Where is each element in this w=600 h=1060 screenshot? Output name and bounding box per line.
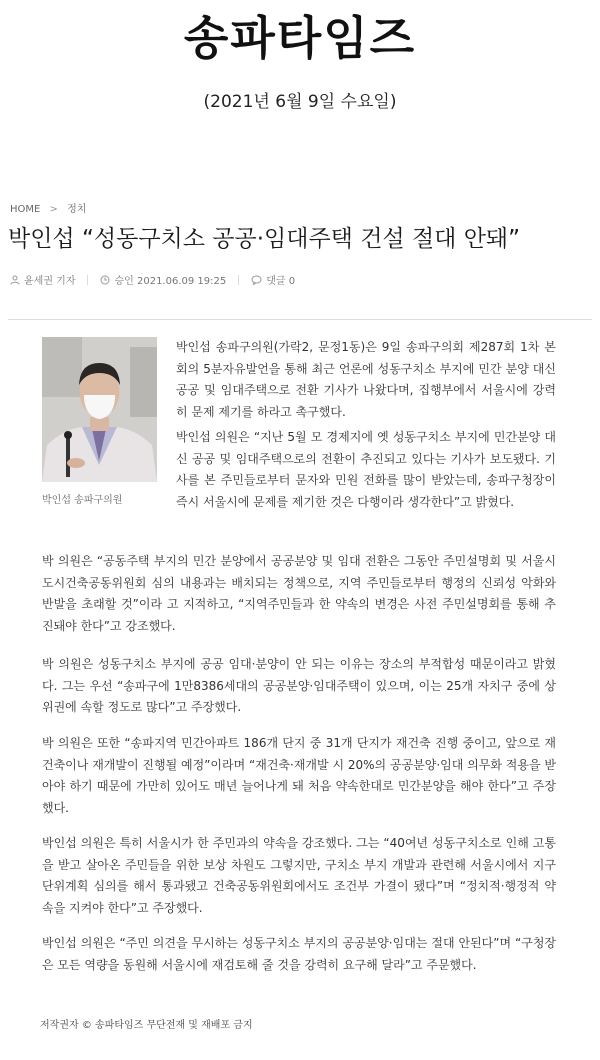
article-meta xyxy=(10,272,295,287)
author-name[interactable]: 윤세권 기자 xyxy=(24,276,76,287)
portrait-illustration xyxy=(42,337,157,482)
copyright-notice: 저작권자 © 송파타임즈 무단전재 및 재배포 금지 xyxy=(40,1020,253,1031)
approved-datetime: 승인 2021.06.09 19:25 xyxy=(114,276,227,287)
approved-info xyxy=(100,272,226,287)
comment-info xyxy=(251,272,295,287)
comment-count-link[interactable]: 댓글 0 xyxy=(266,276,296,287)
masthead xyxy=(0,8,600,114)
paragraph: 박 의원은 또한 “송파지역 민간아파트 186개 단지 중 31개 단지가 재건축 진행 중이고, 앞으로 재건축이나 재개발이 진행될 예정”이라며 “재건축·재개발 시 20%의 공공분양·임대 의무화 적용을 받아야 하기 때문에 가만히 있어도 매년 늘어나게 돼 처음 약속한대로 민간분양을 해야 한다”고 주장했다. xyxy=(42,736,556,815)
paragraph: 박인섭 의원은 “지난 5월 모 경제지에 옛 성동구치소 부지에 민간분양 대신 공공 및 임대주택으로의 전환이 추진되고 있다는 기사가 보도됐다. 기사를 본 주민들로부터 문자와 민원 전화를 많이 받았는데, 송파구청장이 즉시 서울시에 문제를 제기한 것은 다행이라 생각한다”고 밝혔다. xyxy=(176,430,556,509)
breadcrumb xyxy=(10,200,86,215)
issue-date: (2021년 6월 9일 수요일) xyxy=(203,92,397,112)
article-title: 박인섭 “성동구치소 공공·임대주택 건설 절대 안돼” xyxy=(8,226,521,252)
speech-bubble-icon xyxy=(251,275,262,285)
clock-icon xyxy=(100,275,110,285)
photo-caption: 박인섭 송파구의원 xyxy=(42,495,123,506)
paragraph: 박인섭 송파구의원(가락2, 문정1동)은 9일 송파구의회 제287회 1차 본회의 5분자유발언을 통해 최근 언론에 성동구치소 부지에 민간 분양 대신 공공 및 임대주택으로 전환 기사가 나왔다며, 집행부에서 서울시에 강력히 문제 제기를 하라고 촉구했다. xyxy=(176,340,556,419)
paragraph: 박인섭 의원은 “주민 의견을 무시하는 성동구치소 부지의 공공분양·임대는 절대 안된다”며 “구청장은 모든 역량을 동원해 서울시에 재검토해 줄 것을 강력히 요구해 달라”고 주문했다. xyxy=(42,936,556,972)
meta-divider xyxy=(238,275,239,285)
paragraph: 박 의원은 성동구치소 부지에 공공 임대·분양이 안 되는 이유는 장소의 부적합성 때문이라고 밝혔다. 그는 우선 “송파구에 1만8386세대의 공공분양·임대주택이 있으며, 이는 25개 자치구 중에 상위권에 속할 정도로 많다”고 주장했다. xyxy=(42,657,556,714)
paragraph: 박 의원은 “공동주택 부지의 민간 분양에서 공공분양 및 임대 전환은 그동안 주민설명회 및 서울시 도시건축공동위원회 심의 내용과는 배치되는 정책으로, 지역 주민들로부터 행정의 신뢰성 악화와 반발을 초래할 것”이라 고 지적하고, “지역주민들과 한 약속의 변경은 사전 주민설명회를 통해 추진돼야 한다”고 강조했다. xyxy=(42,554,556,633)
chevron-right-icon: > xyxy=(49,204,58,215)
article-photo xyxy=(42,337,157,482)
site-logo[interactable]: 송파타임즈 xyxy=(183,11,417,65)
paragraph: 박인섭 의원은 특히 서울시가 한 주민과의 약속을 강조했다. 그는 “40여년 성동구치소로 인해 고통을 받고 살아온 주민들을 위한 보상 차원도 그렇지만, 구치소 부지 개발과 관련해 서울시에서 지구단위계획 심의를 해서 통과됐고 건축공동위원회에서도 조건부 가결이 됐다”며 “정치적·행정적 약속을 지켜야 한다”고 주장했다. xyxy=(42,836,556,915)
breadcrumb-category-link[interactable]: 정치 xyxy=(67,204,87,215)
user-icon xyxy=(10,275,20,285)
header-divider xyxy=(8,319,592,320)
meta-divider xyxy=(87,275,88,285)
author-info xyxy=(10,272,75,287)
breadcrumb-home-link[interactable]: HOME xyxy=(10,204,41,215)
